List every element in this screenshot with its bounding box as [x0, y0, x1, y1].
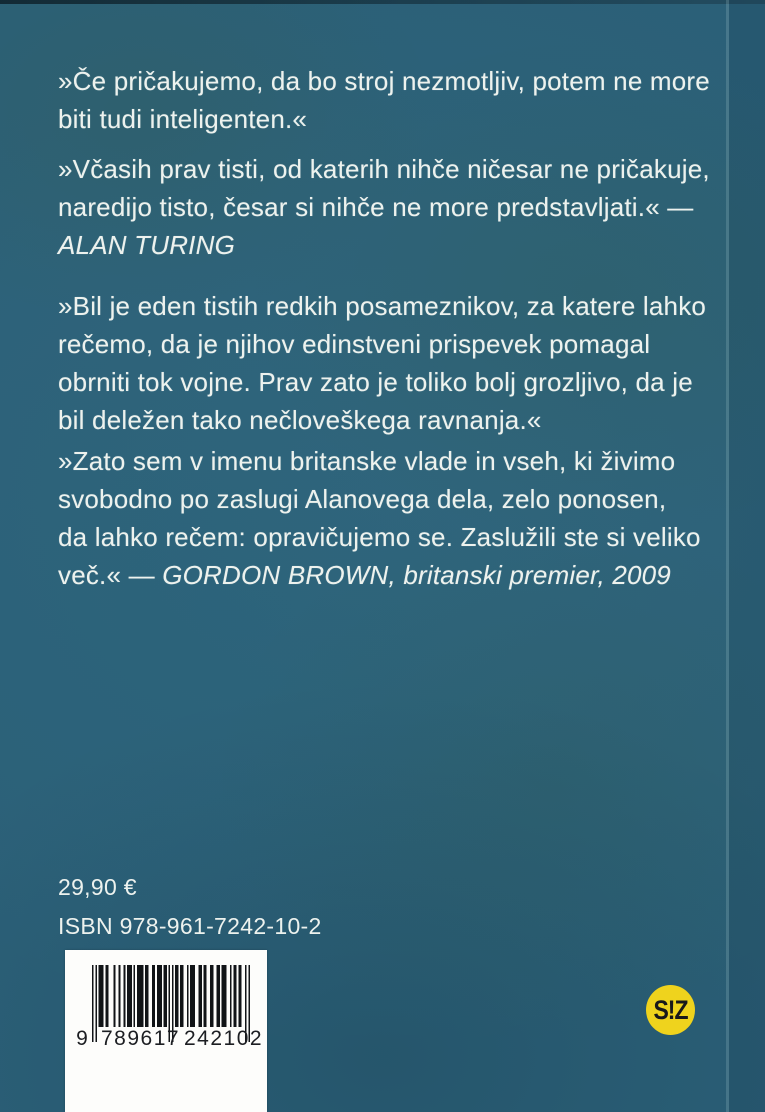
quote-line: biti tudi inteligenten.«	[58, 104, 308, 134]
quote-line-end: več.« —	[58, 560, 163, 590]
quote-line: da lahko rečem: opravičujemo se. Zaslužili ste si veliko	[58, 522, 701, 552]
quote-line	[58, 556, 701, 594]
publisher-logo-siz	[646, 985, 695, 1035]
publisher-logo-text: S!Z	[653, 994, 688, 1025]
quote-turing-2	[58, 150, 710, 264]
quote-attribution-gordon-brown: GORDON BROWN, britanski premier, 2009	[162, 560, 671, 590]
quote-line: svobodno po zaslugi Alanovega dela, zelo ponosen,	[58, 484, 667, 514]
quote-line: bil deležen tako nečloveškega ravnanja.«	[58, 405, 542, 435]
quote-line: »Če pričakujemo, da bo stroj nezmotljiv, potem ne more	[58, 66, 710, 96]
price-label: 29,90 €	[58, 874, 137, 900]
quote-tribute	[58, 287, 706, 439]
isbn-label: ISBN 978-961-7242-10-2	[58, 913, 322, 939]
barcode-digits-left: 789617	[101, 1027, 181, 1050]
quote-turing-1	[58, 62, 710, 138]
quote-line: »Včasih prav tisti, od katerih nihče ničesar ne pričakuje,	[58, 154, 710, 184]
cover-spine-band	[729, 0, 765, 1112]
quote-attribution-alan-turing: ALAN TURING	[58, 230, 236, 260]
quote-line: »Bil je eden tistih redkih posameznikov, za katere lahko	[58, 291, 707, 321]
barcode-digits	[65, 1027, 267, 1051]
quote-line: obrniti tok vojne. Prav zato je toliko bolj grozljivo, da je	[58, 367, 693, 397]
cover-crease-line	[726, 0, 729, 1112]
quote-gordon-brown	[58, 442, 701, 594]
barcode-panel	[65, 950, 267, 1112]
barcode-digit-lead: 9	[76, 1027, 88, 1050]
barcode-digits-right: 242102	[184, 1027, 264, 1050]
quote-line: »Zato sem v imenu britanske vlade in vseh, ki živimo	[58, 446, 676, 476]
quote-line: naredijo tisto, česar si nihče ne more predstavljati.« —	[58, 192, 694, 222]
scan-edge-top	[0, 0, 765, 4]
quote-line: rečemo, da je njihov edinstveni prispevek pomagal	[58, 329, 651, 359]
